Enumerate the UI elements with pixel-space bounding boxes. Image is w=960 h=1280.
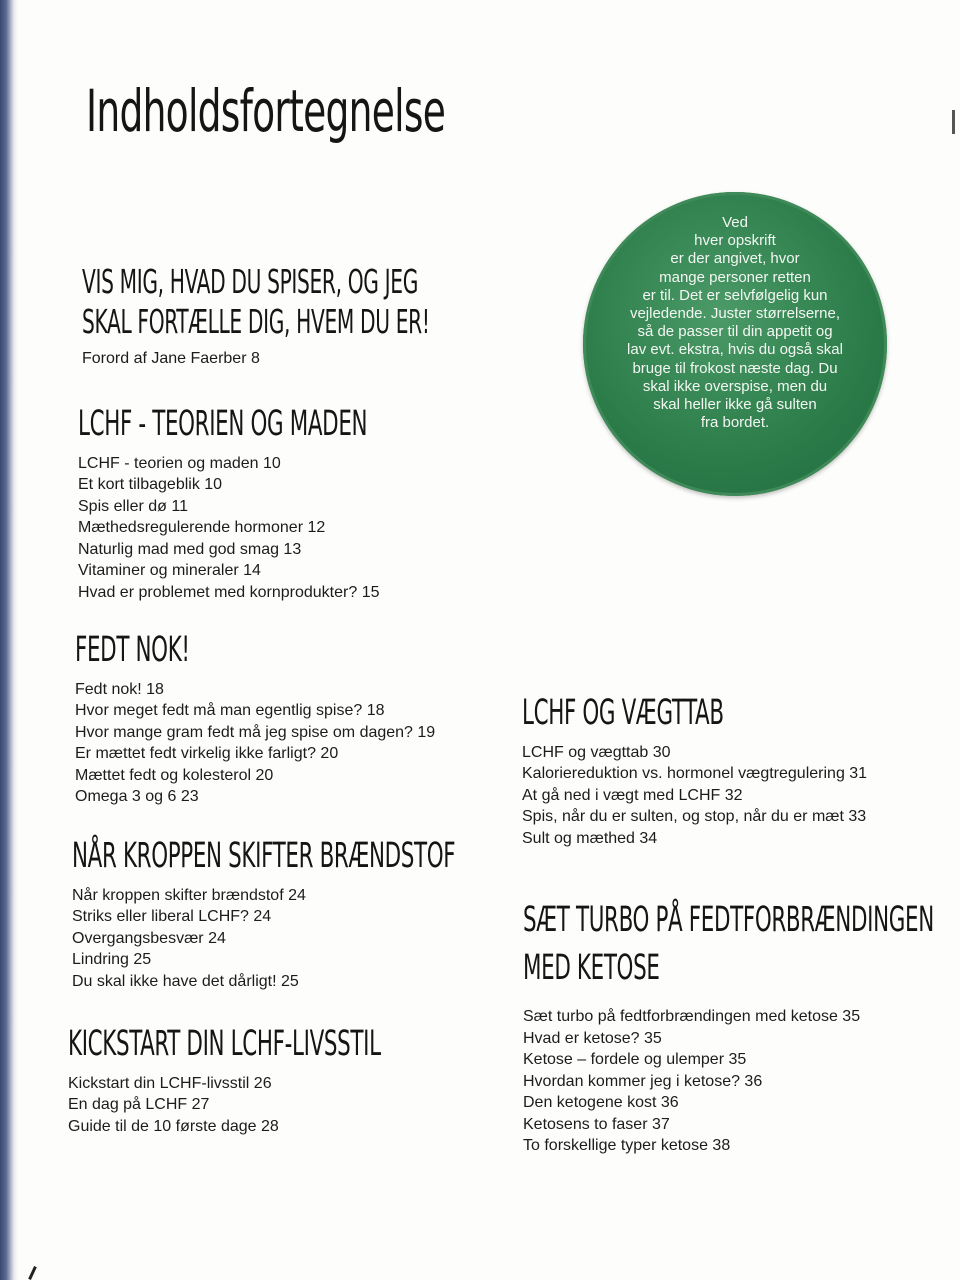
- toc-entry: Kaloriereduktion vs. hormonel vægtregulering 31: [522, 765, 868, 783]
- toc-entry: Hvor mange gram fedt må jeg spise om dagen? 19: [75, 723, 436, 741]
- badge-line: vejledende. Juster størrelserne,: [629, 305, 841, 323]
- badge-line: er til. Det er selvfølgelig kun: [642, 286, 828, 304]
- toc-entry: Overgangsbesvær 24: [72, 929, 226, 947]
- section-lchf-teorien: [78, 406, 503, 603]
- toc-entry: Du skal ikke have det dårligt! 25: [72, 972, 299, 990]
- badge-line: bruge til frokost næste dag. Du: [632, 359, 838, 377]
- badge-line: lav evt. ekstra, hvis du også skal: [627, 341, 843, 359]
- scan-mark: [952, 110, 955, 134]
- section-heading: LCHF - TEORIEN OG MADEN: [78, 404, 368, 444]
- badge-line: hver opskrift: [694, 232, 776, 250]
- badge-line: skal heller ikke gå sulten: [653, 396, 817, 414]
- toc-entry: At gå ned i vægt med LCHF 32: [522, 786, 743, 804]
- toc-entry: Spis, når du er sulten, og stop, når du er mæt 33: [522, 808, 867, 826]
- toc-entry: Striks eller liberal LCHF? 24: [72, 908, 272, 926]
- toc-entry: Et kort tilbageblik 10: [78, 476, 223, 494]
- section-heading-line: MED KETOSE: [523, 948, 660, 988]
- section-forord: [82, 262, 593, 370]
- toc-entry: Hvad er problemet med kornprodukter? 15: [78, 583, 380, 601]
- toc-entry: Vitaminer og mineraler 14: [78, 562, 261, 580]
- toc-entry: Forord af Jane Faerber 8: [82, 350, 260, 367]
- info-badge-text: [583, 214, 887, 432]
- badge-line: skal ikke overspise, men du: [642, 377, 828, 395]
- section-heading: FEDT NOK!: [75, 630, 190, 670]
- toc-entry: Hvor meget fedt må man egentlig spise? 18: [75, 702, 385, 720]
- badge-line: så de passer til din appetit og: [637, 323, 833, 341]
- toc-entry: Ketose – fordele og ulemper 35: [523, 1051, 747, 1068]
- section-fedt-nok: [75, 632, 435, 808]
- badge-line: er der angivet, hvor: [670, 250, 800, 268]
- toc-entry: Fedt nok! 18: [75, 680, 164, 698]
- toc-entry: Kickstart din LCHF-livsstil 26: [68, 1074, 272, 1092]
- info-badge: [583, 192, 887, 496]
- toc-entry: Er mættet fedt virkelig ikke farligt? 20: [75, 745, 339, 763]
- toc-entry: Når kroppen skifter brændstof 24: [72, 886, 306, 904]
- section-heading-line: VIS MIG, HVAD DU SPISER, OG JEG: [82, 262, 419, 301]
- toc-entry: Naturlig mad med god smag 13: [78, 540, 302, 558]
- page-title: Indholdsfortegnelse: [86, 77, 446, 145]
- toc-entry: Mættet fedt og kolesterol 20: [75, 766, 274, 784]
- toc-entry: Sult og mæthed 34: [522, 829, 658, 847]
- section-heading: LCHF OG VÆGTTAB: [522, 693, 724, 733]
- page-edge: [0, 0, 18, 1280]
- toc-entry: Den ketogene kost 36: [523, 1094, 679, 1111]
- badge-line: mange personer retten: [659, 268, 811, 286]
- toc-entry: Lindring 25: [72, 951, 152, 969]
- section-kickstart: [68, 1026, 528, 1137]
- section-ketose: [523, 896, 960, 1157]
- toc-entry: Hvad er ketose? 35: [523, 1029, 662, 1047]
- toc-entry: LCHF - teorien og maden 10: [78, 454, 281, 472]
- section-heading: KICKSTART DIN LCHF-LIVSSTIL: [68, 1024, 381, 1064]
- section-heading: [82, 262, 430, 342]
- section-heading: [523, 896, 934, 992]
- toc-entry: Hvordan kommer jeg i ketose? 36: [523, 1072, 763, 1090]
- toc-entry: Sæt turbo på fedtforbrændingen med ketose 35: [523, 1008, 861, 1025]
- toc-entry: Ketosens to faser 37: [523, 1115, 670, 1133]
- badge-line: fra bordet.: [700, 414, 770, 432]
- toc-entry: Mæthedsregulerende hormoner 12: [78, 519, 326, 537]
- section-heading: NÅR KROPPEN SKIFTER BRÆNDSTOF: [72, 836, 456, 876]
- toc-entry: Guide til de 10 første dage 28: [68, 1117, 279, 1135]
- badge-line: Ved: [722, 214, 748, 231]
- toc-entry: Omega 3 og 6 23: [75, 788, 199, 806]
- section-heading-line: SÆT TURBO PÅ FEDTFORBRÆNDINGEN: [523, 900, 934, 940]
- section-heading-line: SKAL FORTÆLLE DIG, HVEM DU ER!: [82, 302, 430, 341]
- section-vaegttab: [522, 695, 867, 849]
- toc-entry: To forskellige typer ketose 38: [523, 1137, 731, 1154]
- scan-mark: [28, 1266, 37, 1280]
- toc-entry: En dag på LCHF 27: [68, 1096, 210, 1114]
- toc-entry: Spis eller dø 11: [78, 497, 188, 515]
- toc-entry: LCHF og vægttab 30: [522, 743, 671, 761]
